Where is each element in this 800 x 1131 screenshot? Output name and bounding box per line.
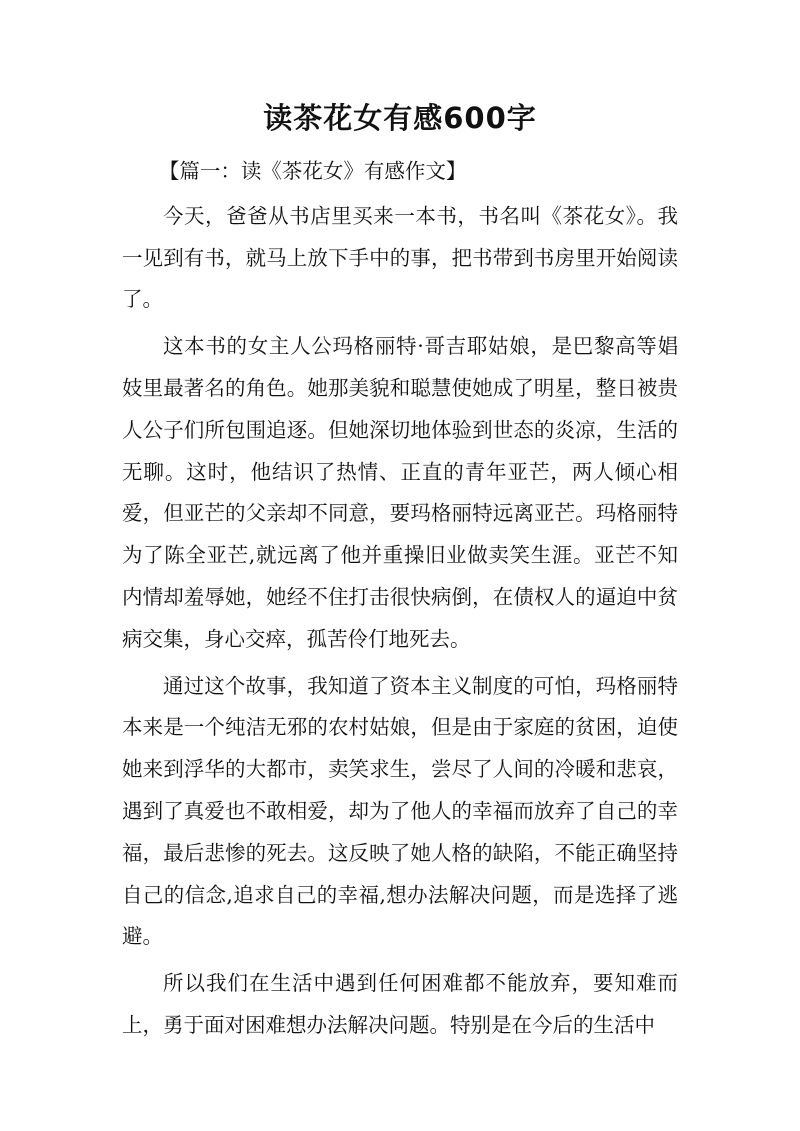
- document-body: [122, 151, 678, 1052]
- paragraph-1: 今天，爸爸从书店里买来一本书，书名叫《茶花女》。我一见到有书，就马上放下手中的事，把书带到书房里开始阅读了。: [122, 203, 678, 312]
- paragraph-3: 通过这个故事，我知道了资本主义制度的可怕，玛格丽特本来是一个纯洁无邪的农村姑娘，但是由于家庭的贫困，迫使她来到浮华的大都市，卖笑求生，尝尽了人间的冷暖和悲哀，遇到了真爱也不敢相爱，却为了他人的幸福而放弃了自己的幸福，最后悲惨的死去。这反映了她人格的缺陷，不能正确坚持自己的信念,追求自己的幸福,想办法解决问题，而是选择了逃避。: [122, 673, 678, 949]
- document-title: 读茶花女有感600字: [263, 101, 537, 135]
- section-heading: 【篇一：读《茶花女》有感作文】: [158, 159, 467, 183]
- paragraph-4: 所以我们在生活中遇到任何困难都不能放弃，要知难而上，勇于面对困难想办法解决问题。特别是在今后的生活中: [122, 971, 678, 1037]
- paragraph-2: 这本书的女主人公玛格丽特·哥吉耶姑娘，是巴黎高等娼妓里最著名的角色。她那美貌和聪慧使她成了明星，整日被贵人公子们所包围追逐。但她深切地体验到世态的炎凉，生活的无聊。这时，他结识了热情、正直的青年亚芒，两人倾心相爱，但亚芒的父亲却不同意，要玛格丽特远离亚芒。玛格丽特为了陈全亚芒,就远离了他并重操旧业做卖笑生涯。亚芒不知内情却羞辱她，她经不住打击很快病倒，在债权人的逼迫中贫病交集，身心交瘁，孤苦伶仃地死去。: [122, 334, 678, 651]
